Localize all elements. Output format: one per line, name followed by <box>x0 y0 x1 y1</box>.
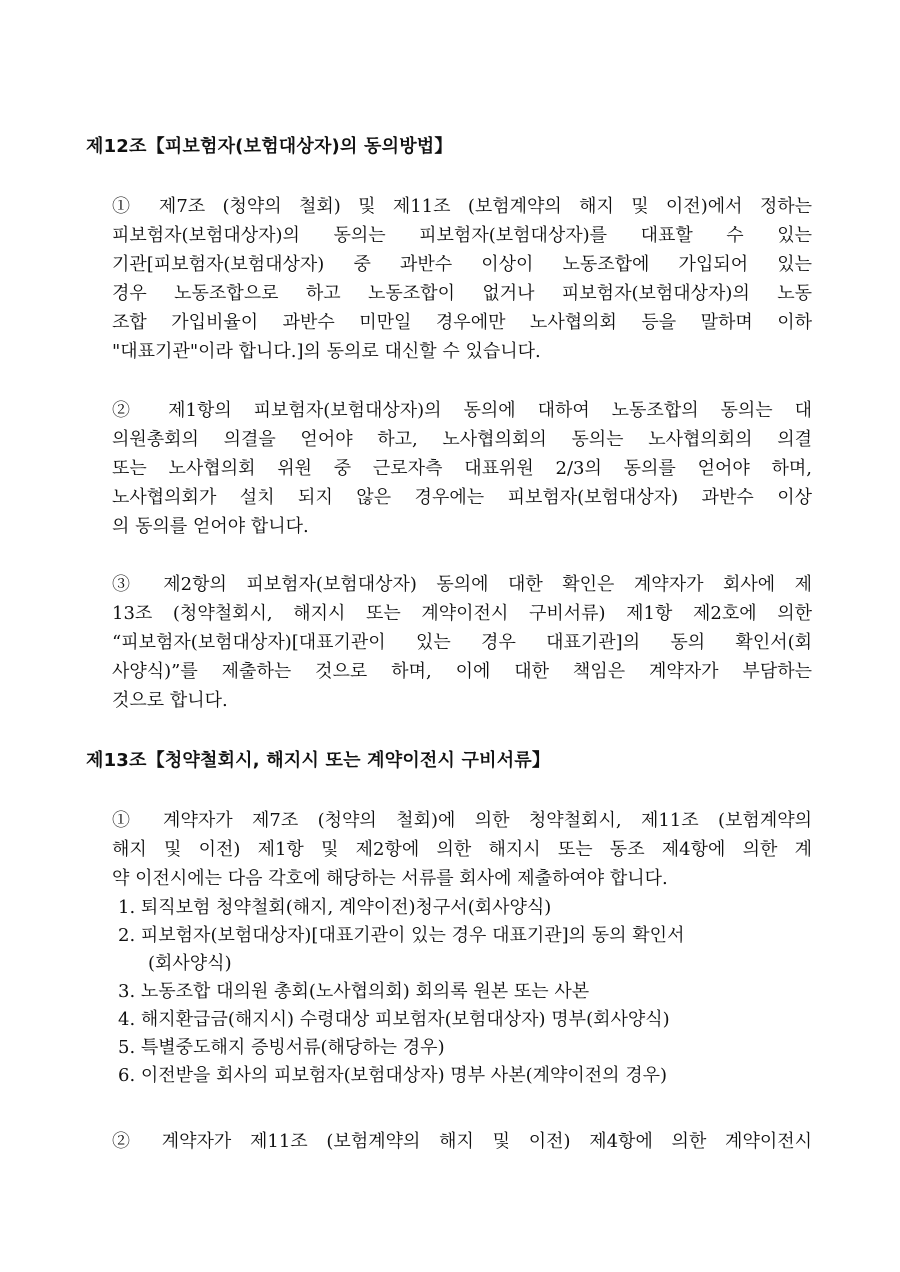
list-item: 6. 이전받을 회사의 피보험자(보험대상자) 명부 사본(계약이전의 경우) <box>118 1065 668 1086</box>
list-item: 5. 특별중도해지 증빙서류(해당하는 경우) <box>118 1037 445 1058</box>
text-line: "대표기관"이라 합니다.]의 동의로 대신할 수 있습니다. <box>112 341 541 362</box>
text-line: 또는 노사협의회 위원 중 근로자측 대표위원 2/3의 동의를 얻어야 하며, <box>112 458 812 479</box>
text-line: “피보험자(보험대상자)[대표기관이 있는 경우 대표기관]의 동의 확인서(회 <box>112 632 812 653</box>
article-13-paragraph-2 <box>112 1127 812 1156</box>
article-12-paragraph-2 <box>112 396 812 541</box>
article-12-paragraph-3 <box>112 570 812 715</box>
article-13-paragraph-1 <box>112 806 812 893</box>
text-line: 경우 노동조합으로 하고 노동조합이 없거나 피보험자(보험대상자)의 노동 <box>112 283 812 304</box>
text-line: 기관[피보험자(보험대상자) 중 과반수 이상이 노동조합에 가입되어 있는 <box>112 254 812 275</box>
text-line: 사양식)”를 제출하는 것으로 하며, 이에 대한 책임은 계약자가 부담하는 <box>112 661 812 682</box>
text-line: ② 제1항의 피보험자(보험대상자)의 동의에 대하여 노동조합의 동의는 대 <box>112 400 812 421</box>
text-line: 피보험자(보험대상자)의 동의는 피보험자(보험대상자)를 대표할 수 있는 <box>112 225 812 246</box>
required-documents-list <box>118 894 808 1090</box>
article-13-heading: 제13조【청약철회시, 해지시 또는 계약이전시 구비서류】 <box>86 750 551 771</box>
text-line: 해지 및 이전) 제1항 및 제2항에 의한 해지시 또는 동조 제4항에 의한 계 <box>112 839 812 860</box>
text-line: 조합 가입비율이 과반수 미만일 경우에만 노사협의회 등을 말하며 이하 <box>112 312 812 333</box>
text-line: ③ 제2항의 피보험자(보험대상자) 동의에 대한 확인은 계약자가 회사에 제 <box>112 574 812 595</box>
text-line: 것으로 합니다. <box>112 690 228 711</box>
article-12-paragraph-1 <box>112 192 812 366</box>
article-12-heading: 제12조【피보험자(보험대상자)의 동의방법】 <box>86 136 453 157</box>
list-item: 4. 해지환급금(해지시) 수령대상 피보험자(보험대상자) 명부(회사양식) <box>118 1009 670 1030</box>
text-line: ① 제7조 (청약의 철회) 및 제11조 (보험계약의 해지 및 이전)에서 정하는 <box>112 196 812 217</box>
text-line: 의 동의를 얻어야 합니다. <box>112 516 309 537</box>
text-line: 약 이전시에는 다음 각호에 해당하는 서류를 회사에 제출하여야 합니다. <box>112 868 668 889</box>
list-item: 1. 퇴직보험 청약철회(해지, 계약이전)청구서(회사양식) <box>118 897 552 918</box>
list-item-continuation: (회사양식) <box>148 953 232 974</box>
text-line: ② 계약자가 제11조 (보험계약의 해지 및 이전) 제4항에 의한 계약이전시 <box>112 1131 812 1152</box>
text-line: ① 계약자가 제7조 (청약의 철회)에 의한 청약철회시, 제11조 (보험계약의 <box>112 810 812 831</box>
text-line: 노사협의회가 설치 되지 않은 경우에는 피보험자(보험대상자) 과반수 이상 <box>112 487 812 508</box>
list-item: 2. 피보험자(보험대상자)[대표기관이 있는 경우 대표기관]의 동의 확인서 <box>118 925 685 946</box>
text-line: 의원총회의 의결을 얻어야 하고, 노사협의회의 동의는 노사협의회의 의결 <box>112 429 812 450</box>
text-line: 13조 (청약철회시, 해지시 또는 계약이전시 구비서류) 제1항 제2호에 의한 <box>112 603 812 624</box>
list-item: 3. 노동조합 대의원 총회(노사협의회) 회의록 원본 또는 사본 <box>118 981 590 1002</box>
